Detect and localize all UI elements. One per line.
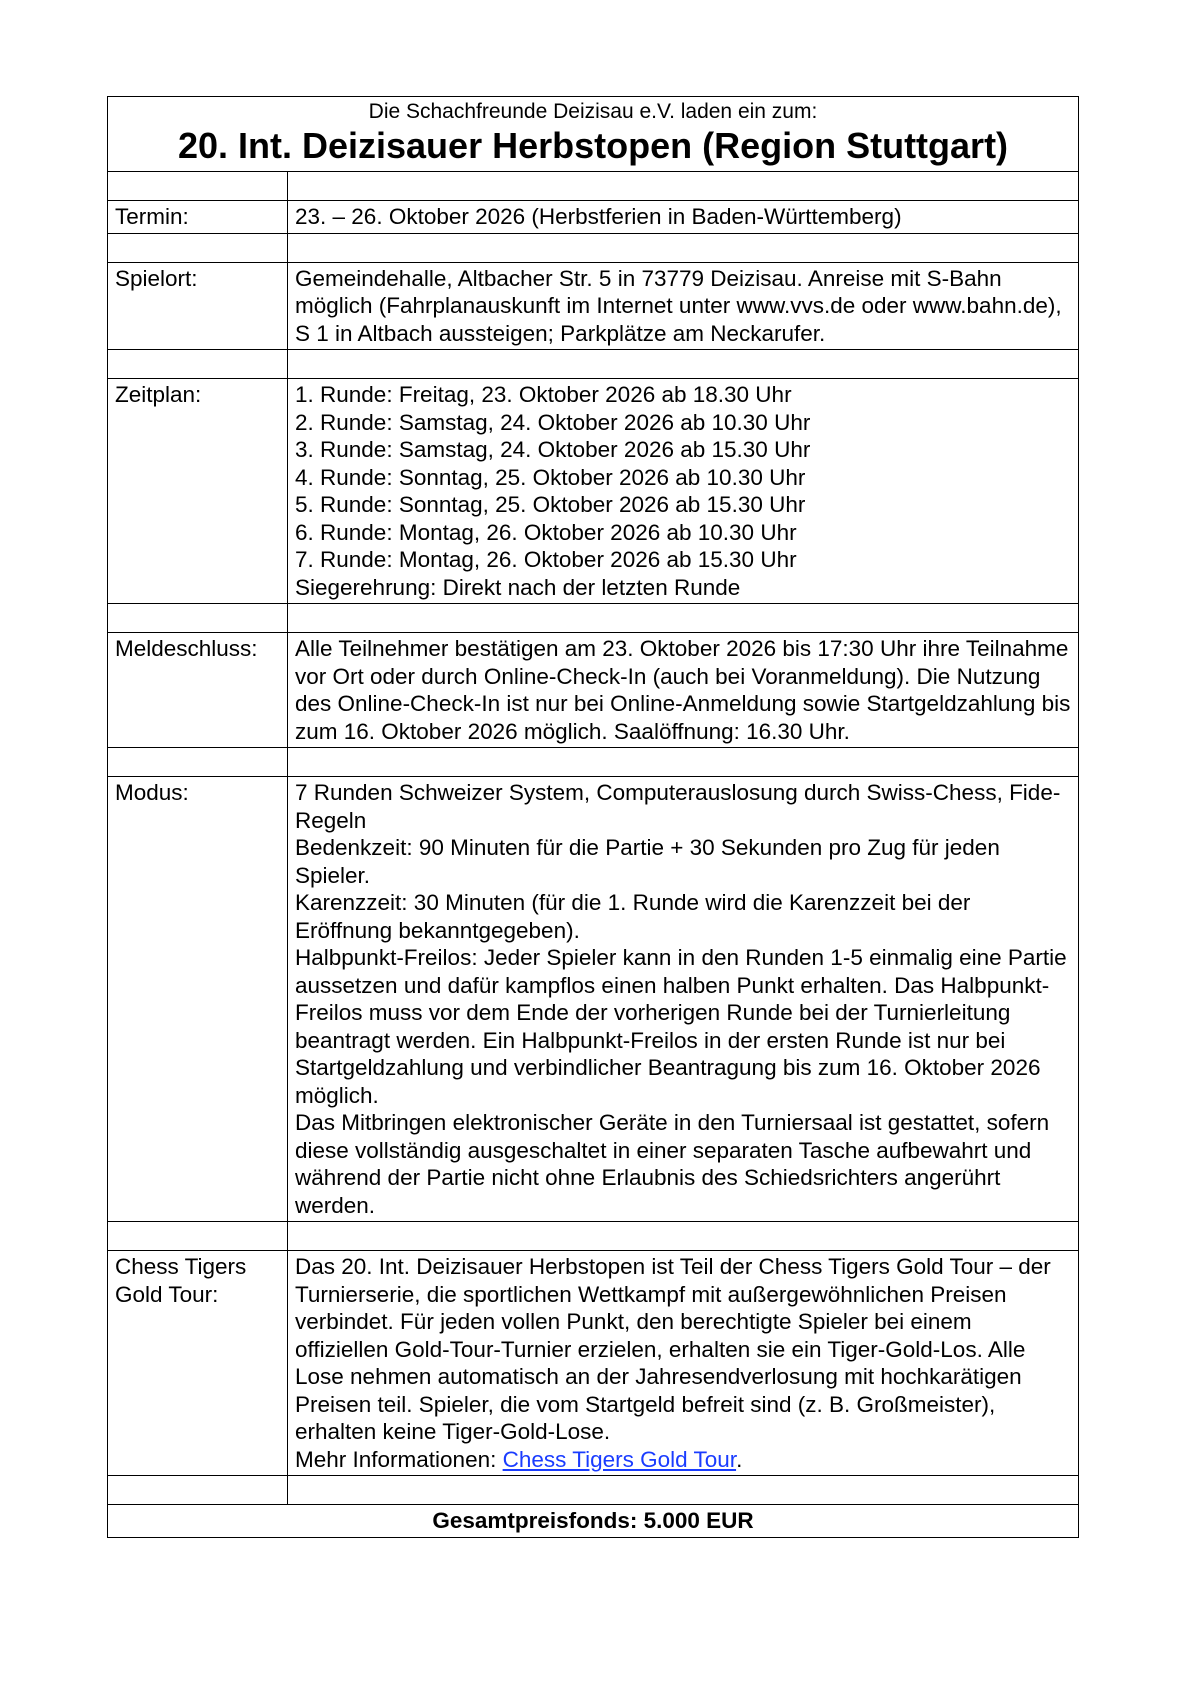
- modus-paragraph: Halbpunkt-Freilos: Jeder Spieler kann in den Runden 1-5 einmalig eine Partie aussetzen und dafür kampflos einen halben Punkt erhalten. Das Halbpunkt-Freilos muss vor dem Ende der vorherigen Runde bei der Turnierleitung beantragt werden. Ein Halbpunkt-Freilos in der ersten Runde ist nur bei Startgeldzahlung und verbindlicher Beantragung bis zum 16. Oktober 2026 möglich.: [295, 945, 1067, 1108]
- tournament-title: 20. Int. Deizisauer Herbstopen (Region Stuttgart): [177, 125, 1009, 166]
- zeitplan-row: [108, 379, 1079, 604]
- spacer-row: [108, 604, 1079, 633]
- spielort-value: Gemeindehalle, Altbacher Str. 5 in 73779 Deizisau. Anreise mit S-Bahn möglich (Fahrplanauskunft im Internet unter www.vvs.de oder www.bahn.de), S 1 in Altbach aussteigen; Parkplätze am Neckarufer.: [288, 262, 1079, 350]
- spacer-row: [108, 1476, 1079, 1505]
- spacer-row: [108, 1222, 1079, 1251]
- tournament-info-table: [107, 96, 1079, 1538]
- schedule-line: 4. Runde: Sonntag, 25. Oktober 2026 ab 10.30 Uhr: [295, 464, 806, 490]
- spacer-row: [108, 172, 1079, 201]
- schedule-line: Siegerehrung: Direkt nach der letzten Runde: [295, 574, 741, 600]
- goldtour-row: [108, 1251, 1079, 1476]
- modus-value: [288, 777, 1079, 1222]
- spielort-label: Spielort:: [108, 262, 288, 350]
- spacer-row: [108, 748, 1079, 777]
- modus-row: [108, 777, 1079, 1222]
- modus-paragraph: 7 Runden Schweizer System, Computerauslosung durch Swiss-Chess, Fide-Regeln: [295, 780, 1061, 833]
- schedule-line: 3. Runde: Samstag, 24. Oktober 2026 ab 15.30 Uhr: [295, 437, 811, 462]
- modus-paragraph: Karenzzeit: 30 Minuten (für die 1. Runde wird die Karenzzeit bei der Eröffnung bekanntgegeben).: [295, 890, 971, 943]
- goldtour-text: Das 20. Int. Deizisauer Herbstopen ist Teil der Chess Tigers Gold Tour – der Turnierserie, die sportlichen Wettkampf mit außergewöhnlichen Preisen verbindet. Für jeden vollen Punkt, den berechtigte Spieler bei einem offiziellen Gold-Tour-Turnier erzielen, erhalten sie ein Tiger-Gold-Los. Alle Lose nehmen automatisch an der Jahresendverlosung mit hochkarätigen Preisen teil. Spieler, die vom Startgeld befreit sind (z. B. Großmeister), erhalten keine Tiger-Gold-Lose.: [295, 1254, 1051, 1444]
- schedule-line: 6. Runde: Montag, 26. Oktober 2026 ab 10.30 Uhr: [295, 519, 797, 545]
- goldtour-value: [288, 1251, 1079, 1476]
- zeitplan-label: Zeitplan:: [108, 379, 288, 604]
- termin-row: [108, 201, 1079, 234]
- invitation-intro: Die Schachfreunde Deizisau e.V. laden ein zum:: [368, 100, 818, 123]
- header-cell: [108, 97, 1079, 172]
- modus-paragraph: Das Mitbringen elektronischer Geräte in den Turniersaal ist gestattet, sofern diese vollständig ausgeschaltet in einer separaten Tasche aufbewahrt und während der Partie nicht ohne Erlaubnis des Schiedsrichters angerührt werden.: [295, 1110, 1050, 1218]
- goldtour-label-line: Gold Tour:: [115, 1281, 219, 1307]
- termin-value: 23. – 26. Oktober 2026 (Herbstferien in Baden-Württemberg): [288, 201, 1079, 234]
- spielort-row: [108, 262, 1079, 350]
- meldeschluss-value: Alle Teilnehmer bestätigen am 23. Oktober 2026 bis 17:30 Uhr ihre Teilnahme vor Ort oder durch Online-Check-In (auch bei Voranmeldung). Die Nutzung des Online-Check-In ist nur bei Online-Anmeldung sowie Startgeldzahlung bis zum 16. Oktober 2026 möglich. Saalöffnung: 16.30 Uhr.: [288, 633, 1079, 748]
- schedule-line: 1. Runde: Freitag, 23. Oktober 2026 ab 18.30 Uhr: [295, 382, 792, 407]
- termin-label: Termin:: [108, 201, 288, 234]
- more-info-suffix: .: [736, 1446, 743, 1472]
- schedule-line: 5. Runde: Sonntag, 25. Oktober 2026 ab 15.30 Uhr: [295, 492, 806, 517]
- more-info-prefix: Mehr Informationen:: [295, 1446, 503, 1472]
- modus-paragraph: Bedenkzeit: 90 Minuten für die Partie + 30 Sekunden pro Zug für jeden Spieler.: [295, 835, 1000, 888]
- spacer-row: [108, 350, 1079, 379]
- prize-row: [108, 1505, 1079, 1538]
- schedule-line: 2. Runde: Samstag, 24. Oktober 2026 ab 10.30 Uhr: [295, 409, 811, 435]
- goldtour-label-line: Chess Tigers: [115, 1254, 247, 1279]
- chess-tigers-gold-tour-link[interactable]: Chess Tigers Gold Tour: [502, 1446, 737, 1472]
- modus-label: Modus:: [108, 777, 288, 1222]
- spacer-row: [108, 233, 1079, 262]
- meldeschluss-row: [108, 633, 1079, 748]
- zeitplan-value: [288, 379, 1079, 604]
- goldtour-label: [108, 1251, 288, 1476]
- meldeschluss-label: Meldeschluss:: [108, 633, 288, 748]
- header-row: [108, 97, 1079, 172]
- total-prize-fund: Gesamtpreisfonds: 5.000 EUR: [108, 1505, 1079, 1538]
- schedule-line: 7. Runde: Montag, 26. Oktober 2026 ab 15.30 Uhr: [295, 547, 797, 572]
- goldtour-more-info: [295, 1446, 1071, 1474]
